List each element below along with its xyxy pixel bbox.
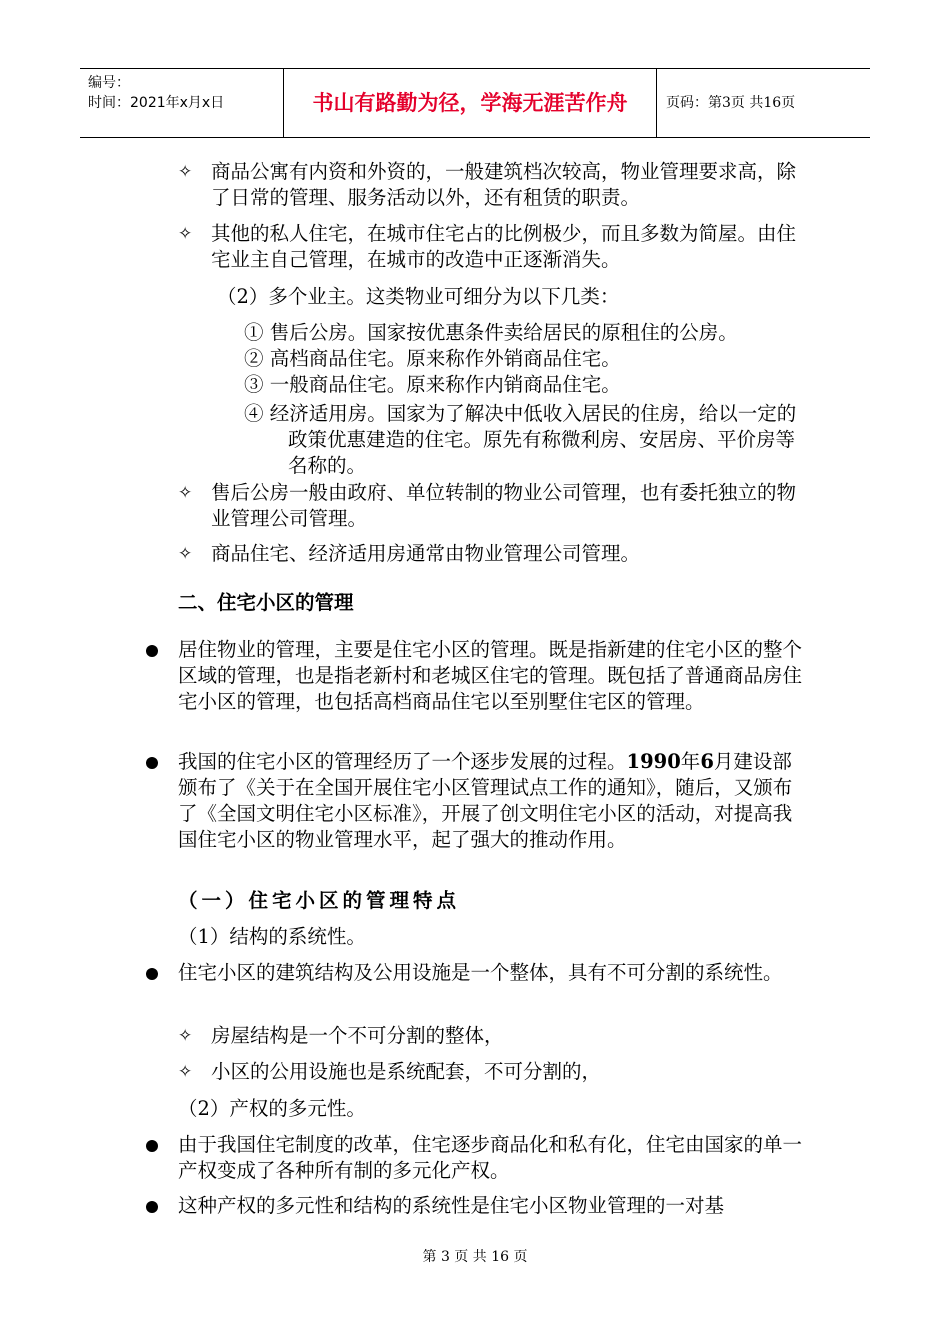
- page-header: [80, 68, 870, 138]
- bullet-icon: [146, 968, 158, 980]
- bullet-icon: [146, 1201, 158, 1213]
- doc-time-label: 时间：2021年x月x日: [88, 95, 225, 111]
- diamond-bullet-icon: ✧: [178, 1062, 193, 1082]
- numbered-item-1: ① 售后公房。国家按优惠条件卖给居民的原租住的公房。: [244, 321, 738, 344]
- bullet-icon: [146, 1140, 158, 1152]
- bullet-icon: [146, 645, 158, 657]
- paragraph-building-structure: 住宅小区的建筑结构及公用设施是一个整体，具有不可分割的系统性。: [178, 961, 783, 984]
- diamond-bullet-icon: ✧: [178, 544, 193, 564]
- numbered-item-3: ③ 一般商品住宅。原来称作内销商品住宅。: [244, 373, 621, 396]
- header-page-number: 页码：第3页 共16页: [666, 95, 796, 111]
- subsection-heading-features: （一）住宅小区的管理特点: [178, 889, 461, 912]
- numbered-item-4: ④ 经济适用房。国家为了解决中低收入居民的住房，给以一定的政策优惠建造的住宅。原先有称微利房、安居房、平价房等名称的。: [244, 402, 797, 477]
- diamond-bullet-icon: ✧: [178, 1026, 193, 1046]
- subheading-multiple-owners: （2）多个业主。这类物业可细分为以下几类：: [217, 285, 620, 308]
- paragraph-development-history: 我国的住宅小区的管理经历了一个逐步发展的过程。1990年6月建设部颁布了《关于在全国开展住宅小区管理试点工作的通知》，随后，又颁布了《全国文明住宅小区标准》，开展了创文明住宅小区的活动，对提高我国住宅小区的物业管理水平，起了强大的推动作用。: [178, 750, 793, 851]
- doc-number-label: 编号：: [88, 75, 130, 91]
- header-meta: [80, 69, 282, 137]
- diamond-bullet-icon: ✧: [178, 162, 193, 182]
- paragraph-residential-management: 居住物业的管理，主要是住宅小区的管理。既是指新建的住宅小区的整个区域的管理，也是指老新村和老城区住宅的管理。既包括了普通商品房住宅小区的管理，也包括高档商品住宅以至别墅住宅区的管理。: [178, 638, 803, 713]
- paragraph-commercial-apartments: 商品公寓有内资和外资的，一般建筑档次较高，物业管理要求高，除了日常的管理、服务活动以外，还有租赁的职责。: [211, 160, 797, 209]
- paragraph-housing-reform: 由于我国住宅制度的改革，住宅逐步商品化和私有化，住宅由国家的单一产权变成了各种所有制的多元化产权。: [178, 1133, 803, 1182]
- paragraph-commercial-housing: 商品住宅、经济适用房通常由物业管理公司管理。: [211, 542, 641, 565]
- paragraph-property-pluralism: 这种产权的多元性和结构的系统性是住宅小区物业管理的一对基: [178, 1194, 725, 1217]
- paragraph-private-housing: 其他的私人住宅，在城市住宅占的比例极少，而且多数为简屋。由住宅业主自己管理，在城市的改造中正逐渐消失。: [211, 222, 797, 271]
- diamond-bullet-icon: ✧: [178, 483, 193, 503]
- section-heading-residential-district: 二、住宅小区的管理: [178, 591, 354, 614]
- paragraph-sold-public-housing: 售后公房一般由政府、单位转制的物业公司管理，也有委托独立的物业管理公司管理。: [211, 481, 797, 530]
- header-motto: 书山有路勤为径，学海无涯苦作舟: [283, 69, 657, 137]
- diamond-bullet-icon: ✧: [178, 224, 193, 244]
- paragraph-public-facilities: 小区的公用设施也是系统配套，不可分割的，: [211, 1060, 602, 1083]
- numbered-item-2: ② 高档商品住宅。原来称作外销商品住宅。: [244, 347, 621, 370]
- bullet-icon: [146, 757, 158, 769]
- subheading-structural-systematic: （1）结构的系统性。: [178, 925, 366, 948]
- page-footer: 第 3 页 共 16 页: [422, 1249, 528, 1265]
- subheading-property-rights: （2）产权的多元性。: [178, 1097, 366, 1120]
- paragraph-house-structure: 房屋结构是一个不可分割的整体，: [211, 1024, 504, 1047]
